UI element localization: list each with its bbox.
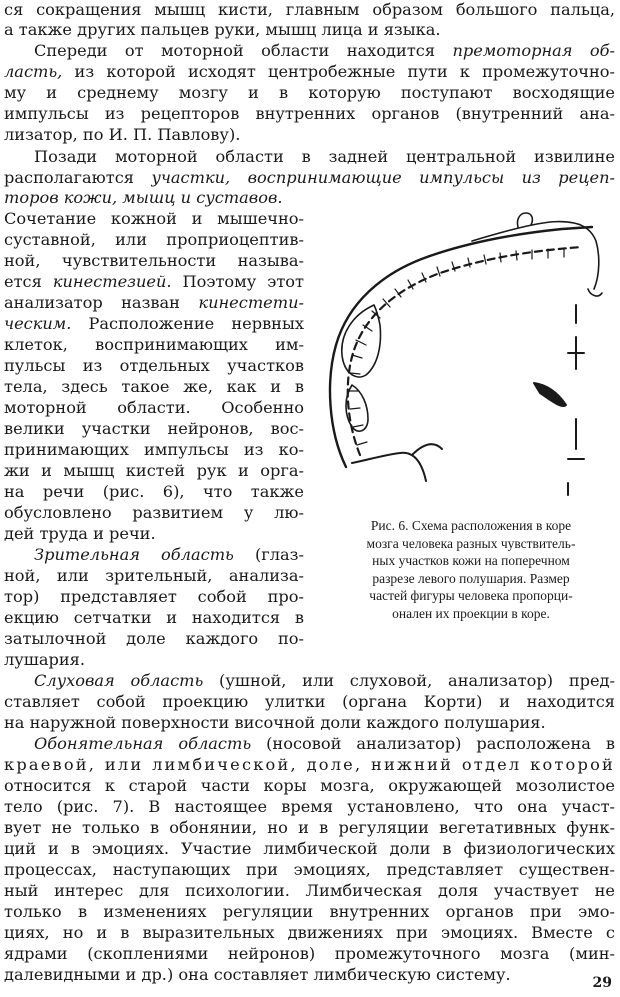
cortex-ticks bbox=[349, 248, 564, 445]
term-olfactory: Обонятельная область bbox=[34, 734, 252, 753]
text-line: ласть, из которой исходят центробежные пути к промежуточно- bbox=[4, 62, 615, 81]
sulcus-branch bbox=[352, 453, 426, 481]
lateral-marker-3 bbox=[568, 419, 584, 459]
ventricle-shape bbox=[534, 383, 566, 406]
text-line: велики участки нейронов, вос- bbox=[4, 419, 304, 438]
text-line: ной, чувствительности называ- bbox=[4, 251, 304, 270]
text-line: обусловлено развитием у лю- bbox=[4, 503, 304, 522]
text-line: лушария. bbox=[4, 650, 86, 669]
sulcus-branch-2 bbox=[412, 444, 442, 455]
term-kinesthesia: кинестезией. bbox=[52, 272, 172, 291]
lateral-marker-2 bbox=[568, 337, 584, 369]
text-line: далевидными и др.) она составляет лимбическую систему. bbox=[4, 965, 511, 984]
text-line: ций и в эмоциях. Участие лимбической доли в физиологических bbox=[4, 839, 615, 858]
text-line: суставной, или проприоцептив- bbox=[4, 230, 304, 249]
figure-caption: Рис. 6. Схема расположения в коре мозга человека разных чувствитель- ных участков кожи на поперечном разрезе левого полушария. Размер частей фигуры человека пропорци- онален их проекции в коре. bbox=[366, 518, 576, 621]
text-line: Сочетание кожной и мышечно- bbox=[4, 209, 304, 228]
text-line: лизатор, по И. П. Павлову). bbox=[4, 125, 241, 144]
text-line: му и среднему мозгу и в которую поступают восходящие bbox=[4, 83, 615, 102]
text-line: Позади моторной области в задней центральной извилине bbox=[34, 147, 615, 166]
text-line: на наружной поверхности височной доли каждого полушария. bbox=[4, 713, 546, 732]
text-line: Спереди от моторной области находится премоторная об- bbox=[34, 41, 615, 60]
text-line: екцию сетчатки и находится в bbox=[4, 608, 304, 627]
text-line: ной, или зрительный, анализа- bbox=[4, 566, 304, 585]
text-line: анализатор назван кинестети- bbox=[4, 293, 304, 312]
text-line: ный интерес для психологии. Лимбическая доля участвует не bbox=[4, 881, 615, 900]
text-line: Зрительная область (глаз- bbox=[34, 545, 304, 564]
text-line: располагаются участки, воспринимающие импульсы из рецеп- bbox=[4, 168, 615, 187]
term-auditory: Слуховая область bbox=[34, 671, 204, 690]
cortex-outline bbox=[330, 227, 592, 467]
page-number: 29 bbox=[592, 975, 612, 991]
text-line: тела, здесь такое же, как и в bbox=[4, 377, 304, 396]
text-line: ся сокращения мышц кисти, главным образом большого пальца, bbox=[4, 0, 615, 19]
text-line: на речи (рис. 6), что также bbox=[4, 482, 304, 501]
text-line: клеток, воспринимающих им- bbox=[4, 335, 304, 354]
text-line: пульсы из отдельных участков bbox=[4, 356, 304, 375]
text-line: дей труда и речи. bbox=[4, 524, 156, 543]
text-line: тело (рис. 7). В настоящее время установлено, что она участ- bbox=[4, 797, 615, 816]
brain-homunculus-figure bbox=[322, 205, 618, 507]
text-line: принимающих импульсы из ко- bbox=[4, 440, 304, 459]
text-line: краевой, или лимбической, доле, нижний отдел которой bbox=[4, 755, 615, 774]
text-line: относится к старой части коры мозга, окружающей мозолистое bbox=[4, 776, 615, 795]
homunculus-foot bbox=[588, 289, 602, 296]
text-line: тор) представляет собой про- bbox=[4, 587, 304, 606]
term-sensory: участки, воспринимающие импульсы из рецеп- bbox=[151, 168, 615, 187]
text-line: Слуховая область (ушной, или слуховой, анализатор) пред- bbox=[34, 671, 615, 690]
text-line: затылочной доле каждого по- bbox=[4, 629, 304, 648]
text-line: ческим. Расположение нервных bbox=[4, 314, 304, 333]
text-line: процессах, наступающих при эмоциях, представляет существен- bbox=[4, 860, 615, 879]
text-line: ядрами (скоплениями нейронов) промежуточного мозга (мин- bbox=[4, 944, 615, 963]
text-line: вует не только в обонянии, но и в регуляции вегетативных функ- bbox=[4, 818, 615, 837]
term-premotor: премоторная об- bbox=[452, 41, 615, 60]
text-line: моторной области. Особенно bbox=[4, 398, 304, 417]
text-line: циях, но и в выразительных движениях при эмоциях. Вместе с bbox=[4, 923, 615, 942]
text-line: импульсы из рецепторов внутренних органов (внутренний ана- bbox=[4, 104, 615, 123]
text-line: а также других пальцев руки, мышц лица и языка. bbox=[4, 20, 441, 39]
text-line: торов кожи, мышц и суставов. bbox=[4, 188, 283, 207]
dashed-boundary bbox=[348, 247, 582, 455]
text-line: ставляет собой проекцию улитки (органа Корти) и находится bbox=[4, 692, 615, 711]
text-line: жи и мышц кистей рук и орга- bbox=[4, 461, 304, 480]
text-line: ется кинестезией. Поэтому этот bbox=[4, 272, 304, 291]
text-line: только в изменениях регуляции внутренних органов при эмо- bbox=[4, 902, 615, 921]
term-visual: Зрительная область bbox=[34, 545, 234, 564]
text-line: Обонятельная область (носовой анализатор) расположена в bbox=[34, 734, 615, 753]
